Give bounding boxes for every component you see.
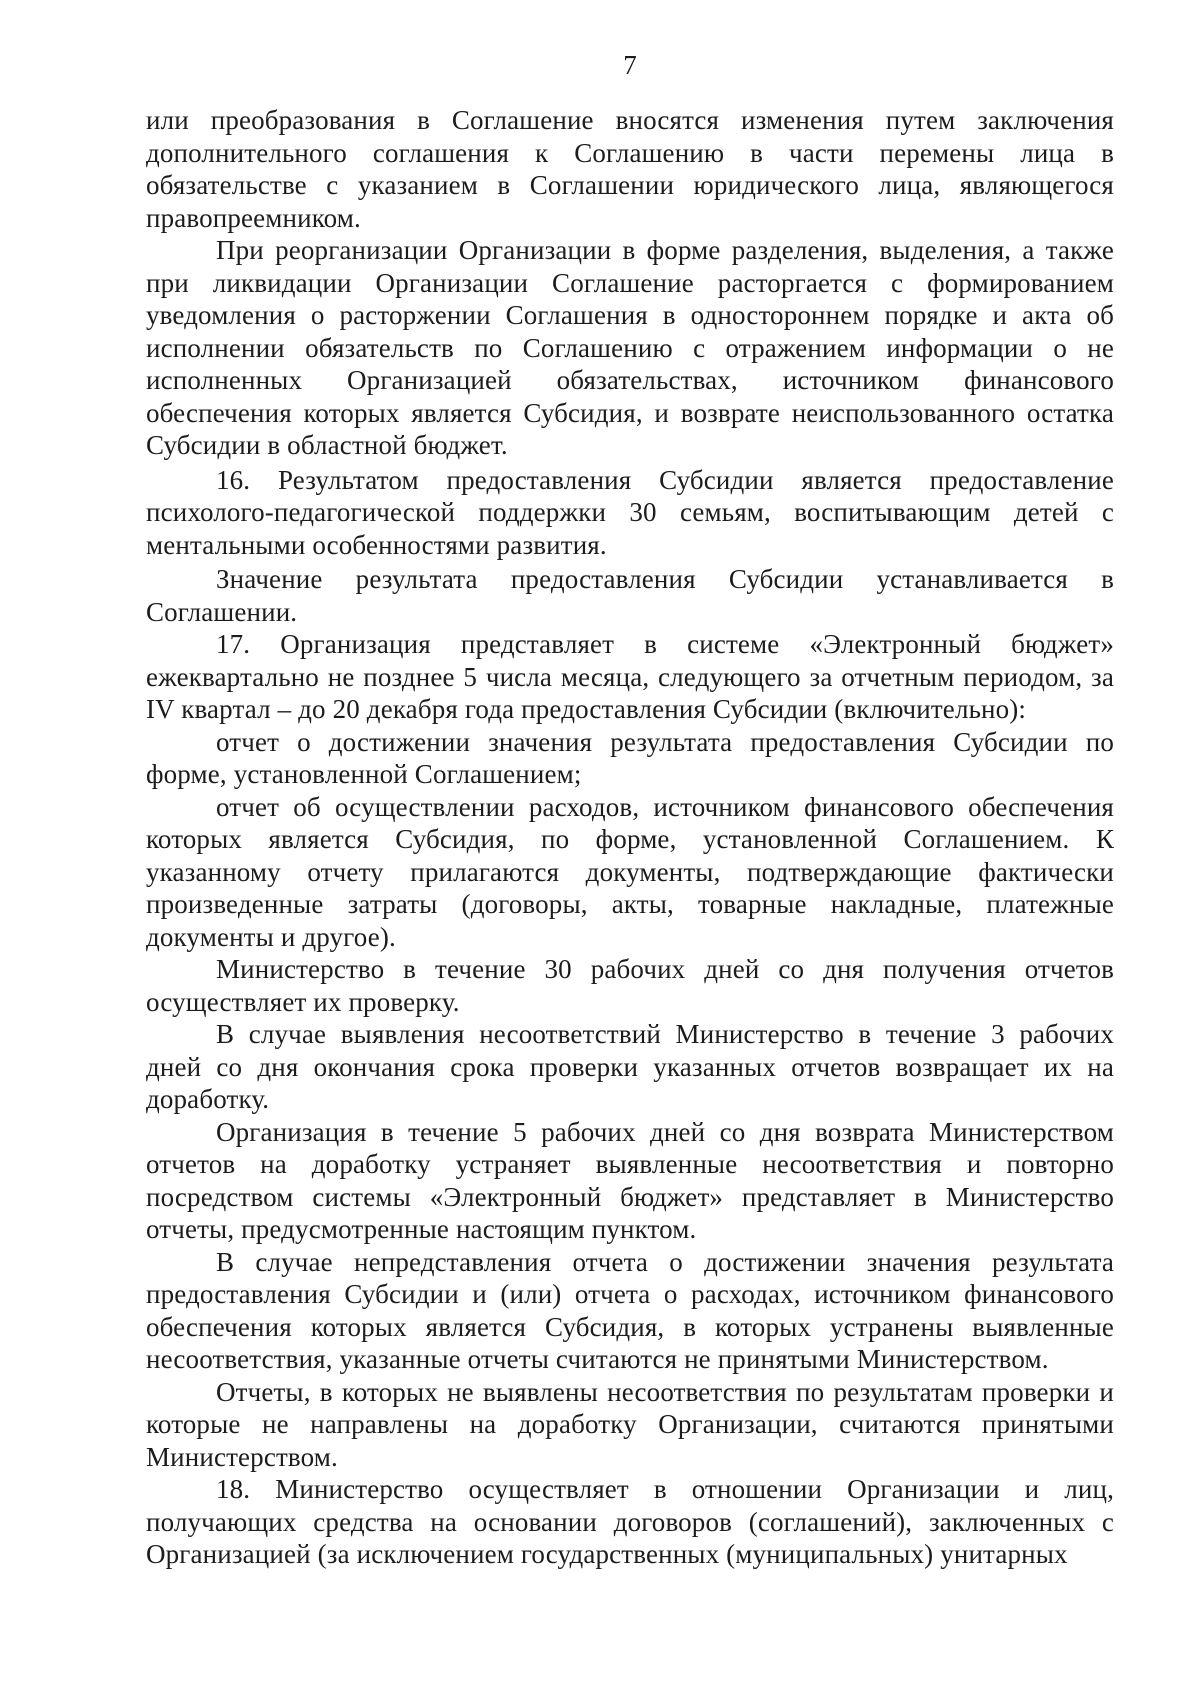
paragraph-item-18: 18. Министерство осуществляет в отношении Организации и лиц, получающих средства на основании договоров (соглашений), заключенных с Организацией (за исключением государственных (муниципальных) унитарных bbox=[146, 1474, 1114, 1569]
paragraph-discrepancies: В случае выявления несоответствий Министерство в течение 3 рабочих дней со дня окончания срока проверки указанных отчетов возвращает их на доработку. bbox=[146, 1019, 1114, 1114]
page-number: 7 bbox=[623, 50, 637, 80]
paragraph-result-value: Значение результата предоставления Субсидии устанавливается в Соглашении. bbox=[146, 564, 1114, 627]
paragraph-continuation: или преобразования в Соглашение вносятся изменения путем заключения дополнительного соглашения к Соглашению в части перемены лица в обязательстве с указанием в Соглашении юридического лица, являющегося правопреемником. bbox=[146, 105, 1114, 233]
paragraph-report-expenses: отчет об осуществлении расходов, источником финансового обеспечения которых является Субсидия, по форме, установленной Соглашением. К указанному отчету прилагаются документы, подтверждающие фактически произведенные затраты (договоры, акты, товарные накладные, платежные документы и другое). bbox=[146, 791, 1114, 952]
paragraph-item-16: 16. Результатом предоставления Субсидии является предоставление психолого-педагогической поддержки 30 семьям, воспитывающим детей с ментальными особенностями развития. bbox=[146, 464, 1114, 560]
paragraph-accepted-reports: Отчеты, в которых не выявлены несоответствия по результатам проверки и которые не направлены на доработку Организации, считаются принятыми Министерством. bbox=[146, 1376, 1114, 1472]
paragraph-rework: Организация в течение 5 рабочих дней со дня возврата Министерством отчетов на доработку устраняет выявленные несоответствия и повторно посредством системы «Электронный бюджет» представляет в Министерство отчеты, предусмотренные настоящим пунктом. bbox=[146, 1116, 1114, 1244]
paragraph-ministry-check: Министерство в течение 30 рабочих дней со дня получения отчетов осуществляет их проверку. bbox=[146, 954, 1114, 1017]
paragraph-not-submitted: В случае непредставления отчета о достижении значения результата предоставления Субсидии и (или) отчета о расходах, источником финансового обеспечения которых является Субсидия, в которых устранены выявленные несоответствия, указанные отчеты считаются не принятыми Министерством. bbox=[146, 1246, 1114, 1374]
paragraph-reorganization: При реорганизации Организации в форме разделения, выделения, а также при ликвидации Организации Соглашение расторгается с формированием уведомления о расторжении Соглашения в одностороннем порядке и акта об исполнении обязательств по Соглашению с отражением информации о не исполненных Организацией обязательствах, источником финансового обеспечения которых является Субсидия, и возврате неиспользованного остатка Субсидии в областной бюджет. bbox=[146, 235, 1114, 460]
document-body bbox=[146, 104, 1114, 1571]
paragraph-item-17: 17. Организация представляет в системе «Электронный бюджет» ежеквартально не позднее 5 числа месяца, следующего за отчетным периодом, за IV квартал – до 20 декабря года предоставления Субсидии (включительно): bbox=[146, 629, 1114, 724]
paragraph-report-result: отчет о достижении значения результата предоставления Субсидии по форме, установленной Соглашением; bbox=[146, 726, 1114, 789]
